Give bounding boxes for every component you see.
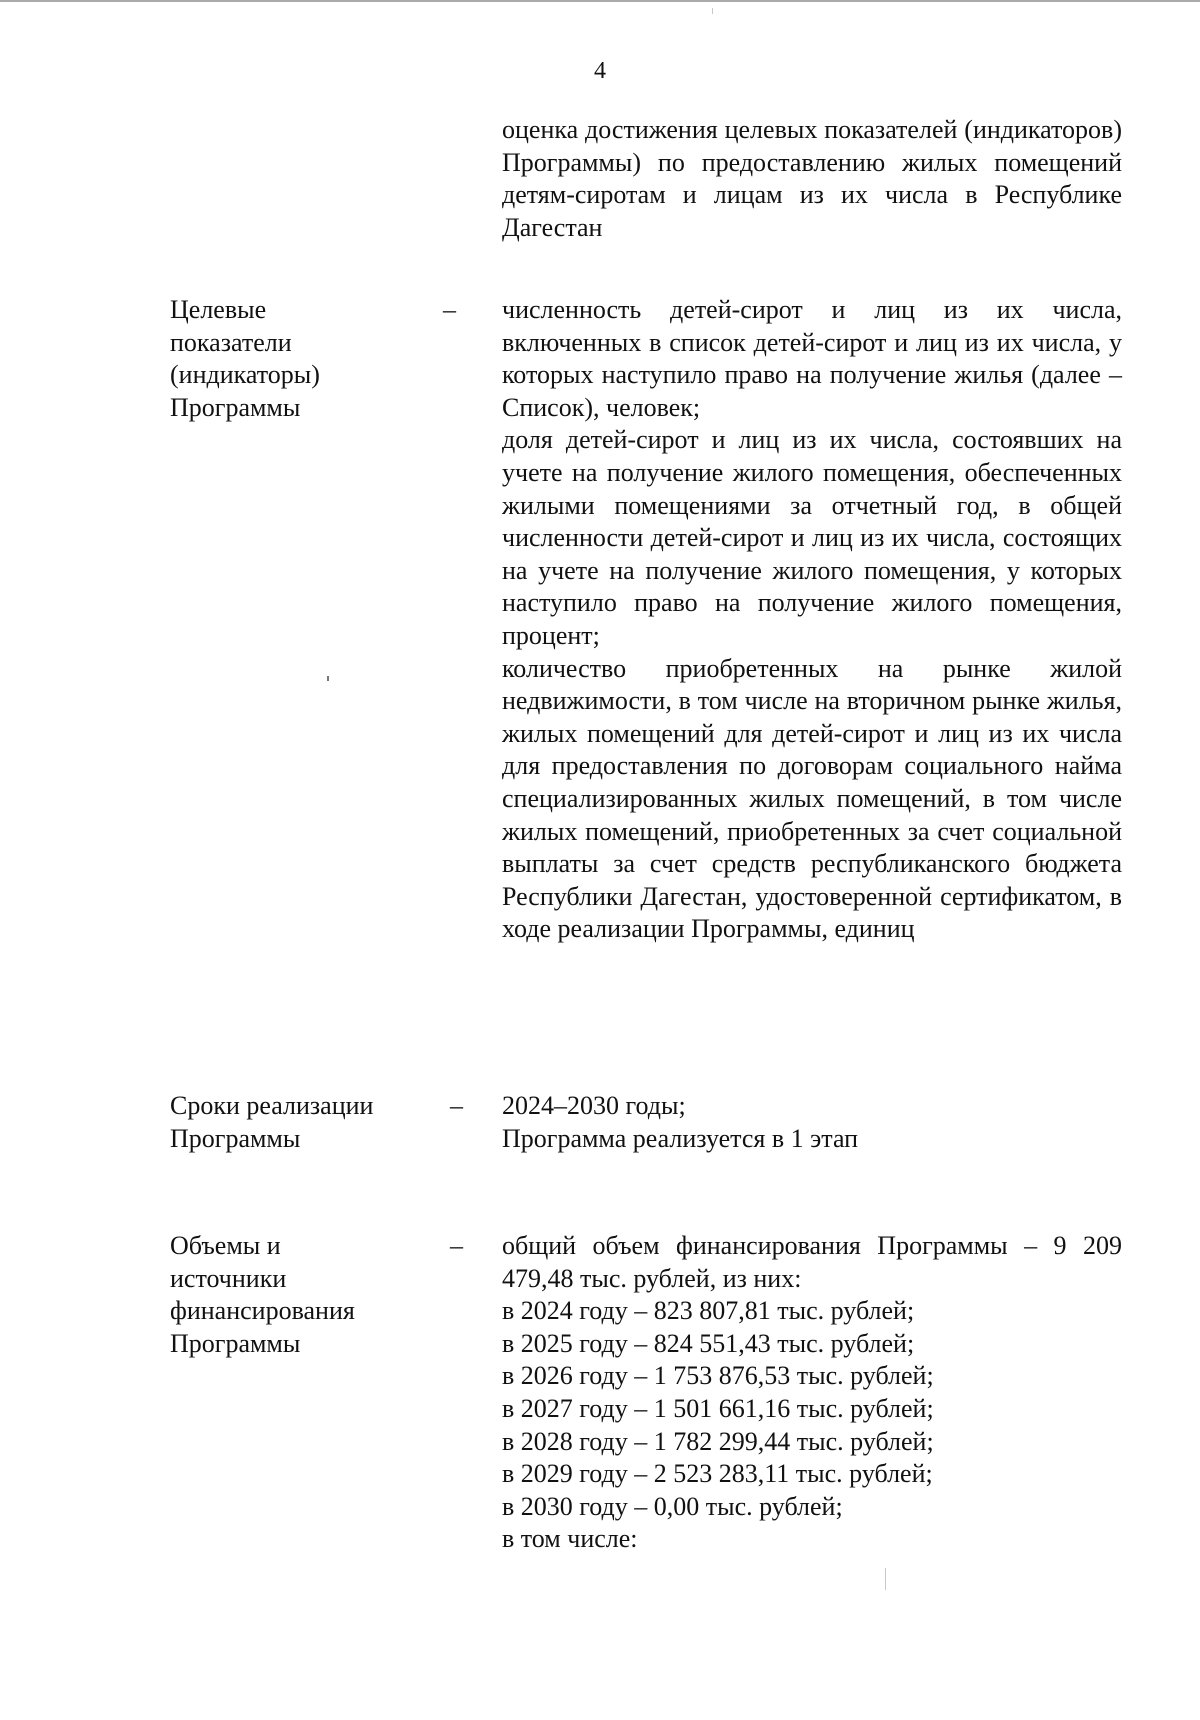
scan-speck bbox=[885, 1568, 886, 1590]
section-dash: – bbox=[450, 1231, 463, 1260]
indicator-paragraph: численность детей-сирот и лиц из их числа, включенных в список детей-сирот и лиц из их числа, у которых наступило право на получение жилья (далее – Список), человек; bbox=[502, 295, 1122, 422]
scan-speck bbox=[712, 8, 713, 14]
timeline-line: 2024–2030 годы; bbox=[502, 1091, 686, 1120]
funding-year-line: в 2026 году – 1 753 876,53 тыс. рублей; bbox=[502, 1361, 934, 1391]
funding-trailer: в том числе: bbox=[502, 1524, 638, 1554]
indicator-paragraph: доля детей-сирот и лиц из их числа, состоявших на учете на получение жилого помещения, обеспеченных жилыми помещениями за отчетный год, в общей численности детей-сирот и лиц из их числа, состоящих на учете на получение жилого помещения, у которых наступило право на получение жилого помещения, процент; bbox=[502, 425, 1122, 650]
section-content-targets bbox=[502, 294, 1122, 946]
label-line: источники bbox=[170, 1263, 287, 1293]
scan-speck bbox=[327, 676, 329, 681]
label-line: Программы bbox=[170, 392, 301, 422]
label-line: (индикаторы) bbox=[170, 360, 320, 390]
section-dash: – bbox=[450, 1091, 463, 1120]
label-line: Сроки реализации bbox=[170, 1091, 374, 1120]
funding-year-line: в 2030 году – 0,00 тыс. рублей; bbox=[502, 1491, 843, 1521]
section-content-funding bbox=[502, 1230, 1122, 1556]
funding-year-line: в 2029 году – 2 523 283,11 тыс. рублей; bbox=[502, 1459, 933, 1489]
continuation-paragraph: оценка достижения целевых показателей (индикаторов) Программы) по предоставлению жилых помещений детям-сиротам и лицам из их числа в Республике Дагестан bbox=[502, 115, 1122, 242]
timeline-line: Программа реализуется в 1 этап bbox=[502, 1123, 859, 1153]
page-number: 4 bbox=[594, 58, 606, 84]
label-line: финансирования bbox=[170, 1296, 355, 1326]
label-line: Программы bbox=[170, 1123, 301, 1153]
label-line: Объемы и bbox=[170, 1231, 281, 1260]
label-line: показатели bbox=[170, 327, 292, 357]
continuation-block bbox=[502, 114, 1122, 244]
section-content-timeline bbox=[502, 1090, 1122, 1155]
label-line: Программы bbox=[170, 1328, 301, 1358]
section-label-funding bbox=[170, 1230, 430, 1360]
label-line: Целевые bbox=[170, 295, 267, 324]
scan-edge-line bbox=[0, 0, 1200, 2]
funding-year-line: в 2028 году – 1 782 299,44 тыс. рублей; bbox=[502, 1426, 934, 1456]
section-label-timeline bbox=[170, 1090, 430, 1155]
funding-intro: общий объем финансирования Программы – 9 209 479,48 тыс. рублей, из них: bbox=[502, 1231, 1122, 1293]
funding-year-line: в 2025 году – 824 551,43 тыс. рублей; bbox=[502, 1328, 915, 1358]
section-label-targets bbox=[170, 294, 430, 424]
funding-year-line: в 2024 году – 823 807,81 тыс. рублей; bbox=[502, 1296, 915, 1326]
indicator-paragraph: количество приобретенных на рынке жилой недвижимости, в том числе на вторичном рынке жилья, жилых помещений для детей-сирот и лиц из их числа для предоставления по договорам социального найма специализированных жилых помещений, в том числе жилых помещений, приобретенных за счет социальной выплаты за счет средств республиканского бюджета Республики Дагестан, удостоверенной сертификатом, в ходе реализации Программы, единиц bbox=[502, 653, 1122, 944]
section-dash: – bbox=[443, 295, 456, 324]
funding-year-line: в 2027 году – 1 501 661,16 тыс. рублей; bbox=[502, 1393, 934, 1423]
